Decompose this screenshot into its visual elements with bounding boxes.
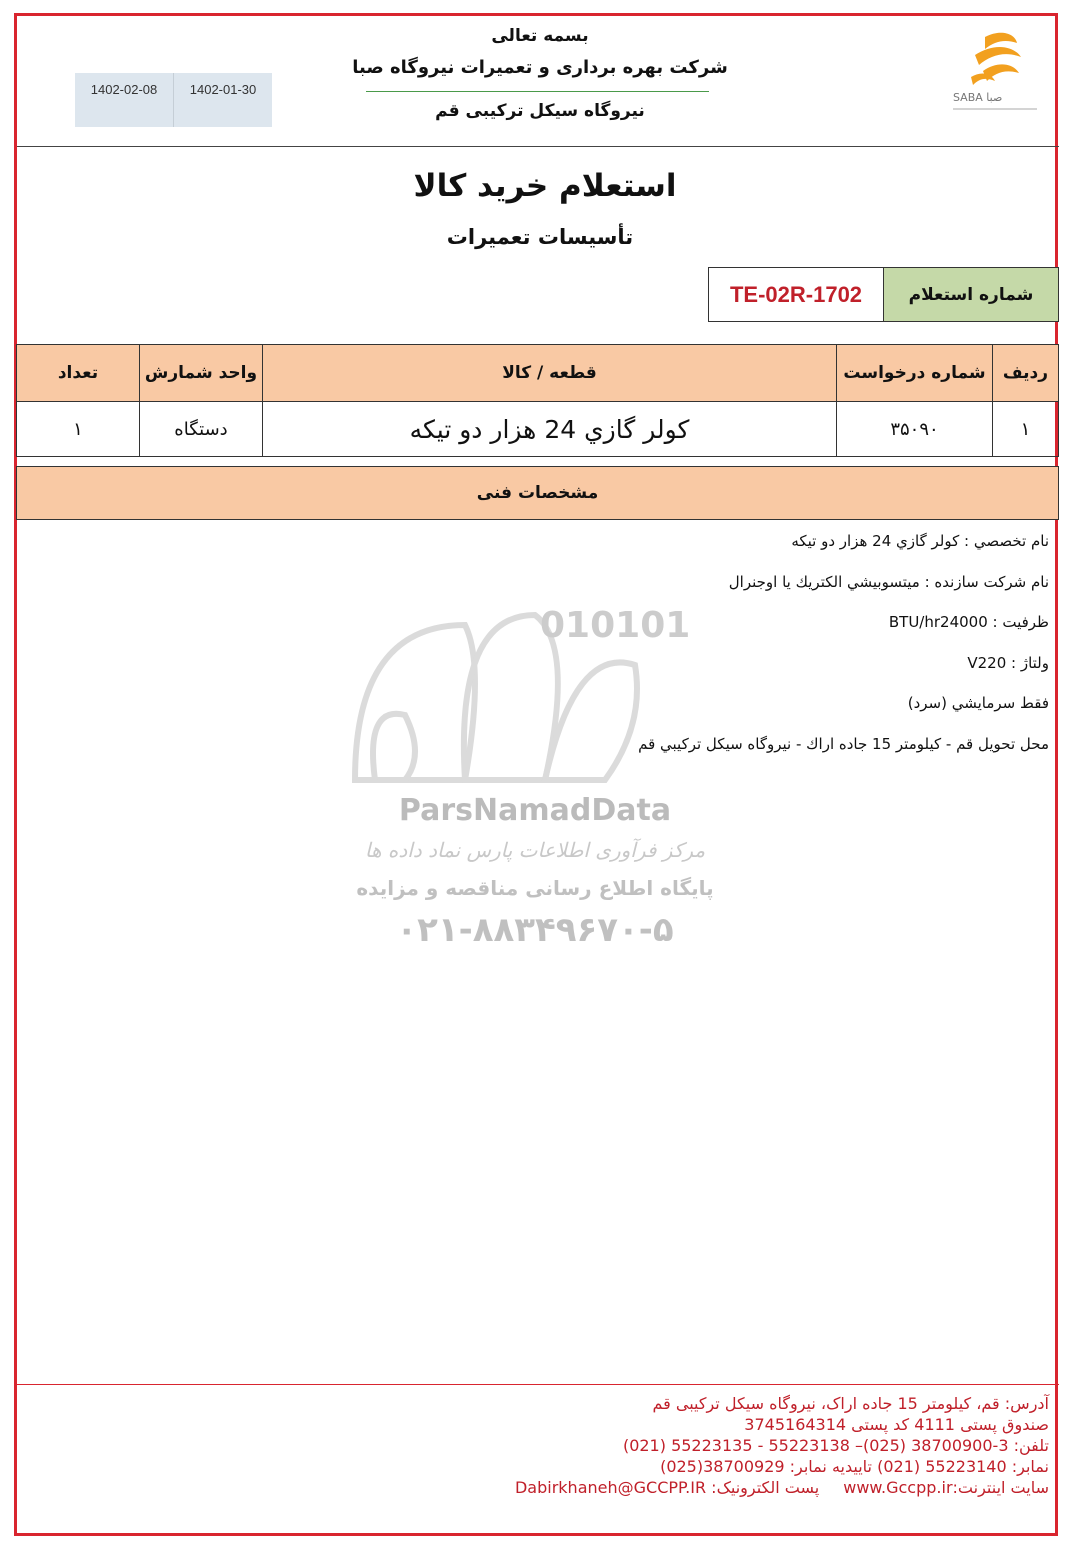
spec-line: ولتاژ : V220: [967, 653, 1049, 672]
date-first: 1402-01-30: [189, 82, 257, 97]
footer-email[interactable]: پست الکترونیک: Dabirkhaneh@GCCPP.IR: [514, 1478, 820, 1497]
table-header-row: [17, 345, 1059, 402]
watermark-digits: 010101: [540, 605, 691, 646]
cell-request-number: ۳۵۰۹۰: [837, 402, 993, 457]
header-item: قطعه / کالا: [263, 345, 837, 402]
footer-separator: [17, 1384, 1059, 1385]
inquiry-box: [708, 267, 1059, 322]
footer-contact: [149, 1477, 1049, 1498]
cell-item: كولر گازي 24 هزار دو تيكه: [263, 402, 837, 457]
spec-line: فقط سرمايشي (سرد): [907, 694, 1049, 712]
specs-list: [349, 532, 1049, 775]
cell-quantity: ۱: [17, 402, 140, 457]
spec-line: نام شركت سازنده : ميتسوبيشي الكتريك يا اوجنرال: [728, 572, 1049, 591]
header-unit: واحد شمارش: [140, 345, 263, 402]
watermark-line1: مرکز فرآوری اطلاعات پارس نماد داده ها: [364, 838, 706, 862]
inquiry-label: شماره استعلام: [883, 268, 1058, 321]
items-table: [16, 344, 1059, 457]
invocation: بسمه تعالی: [491, 26, 589, 46]
company-name: شرکت بهره برداری و تعمیرات نیروگاه صبا: [352, 57, 728, 78]
header-quantity: تعداد: [17, 345, 140, 402]
inquiry-number: TE-02R-1702: [729, 281, 863, 307]
table-row: [17, 402, 1059, 457]
logo-text: SABA صبا: [953, 91, 1003, 104]
date-box: [75, 73, 272, 127]
footer-website[interactable]: سایت اینترنت:www.Gccpp.ir: [843, 1478, 1049, 1497]
footer: [149, 1393, 1049, 1498]
header-separator: [17, 146, 1059, 147]
plant-name: نیروگاه سیکل ترکیبی قم: [435, 101, 645, 121]
footer-fax: نمابر: 55223140 (021) تاییدیه نمابر: 38700929(025): [660, 1457, 1049, 1476]
saba-logo: [945, 25, 1045, 120]
document-title: استعلام خرید کالا: [413, 168, 677, 204]
date-second: 1402-02-08: [75, 73, 174, 127]
document-subtitle: تأسیسات تعمیرات: [446, 225, 634, 249]
specs-heading: مشخصات فنی: [16, 466, 1059, 520]
watermark-line2: پایگاه اطلاع رسانی مناقصه و مزایده: [356, 876, 714, 900]
footer-phone: تلفن: 3-38700900 (025)– 55223138 - 55223135 (021): [622, 1436, 1049, 1455]
cell-row-number: ۱: [993, 402, 1059, 457]
watermark-phone: ۰۲۱-۸۸۳۴۹۶۷۰-۵: [396, 910, 674, 950]
header-request-number: شماره درخواست: [837, 345, 993, 402]
header-divider: [366, 91, 709, 92]
spec-line: محل تحويل قم - كيلومتر 15 جاده اراك - نيروگاه سيكل تركيبي قم: [638, 734, 1049, 753]
header-row-number: ردیف: [993, 345, 1059, 402]
spec-line: نام تخصصي : كولر گازي 24 هزار دو تيكه: [791, 532, 1049, 550]
watermark-brand: ParsNamadData: [398, 793, 672, 828]
footer-address: آدرس: قم، کیلومتر 15 جاده اراک، نیروگاه سیکل ترکیبی قم: [652, 1394, 1049, 1413]
cell-unit: دستگاه: [140, 402, 263, 457]
footer-pobox: صندوق پستی 4111 کد پستی 3745164314: [744, 1415, 1049, 1434]
spec-line: ظرفيت : BTU/hr24000: [888, 613, 1049, 631]
